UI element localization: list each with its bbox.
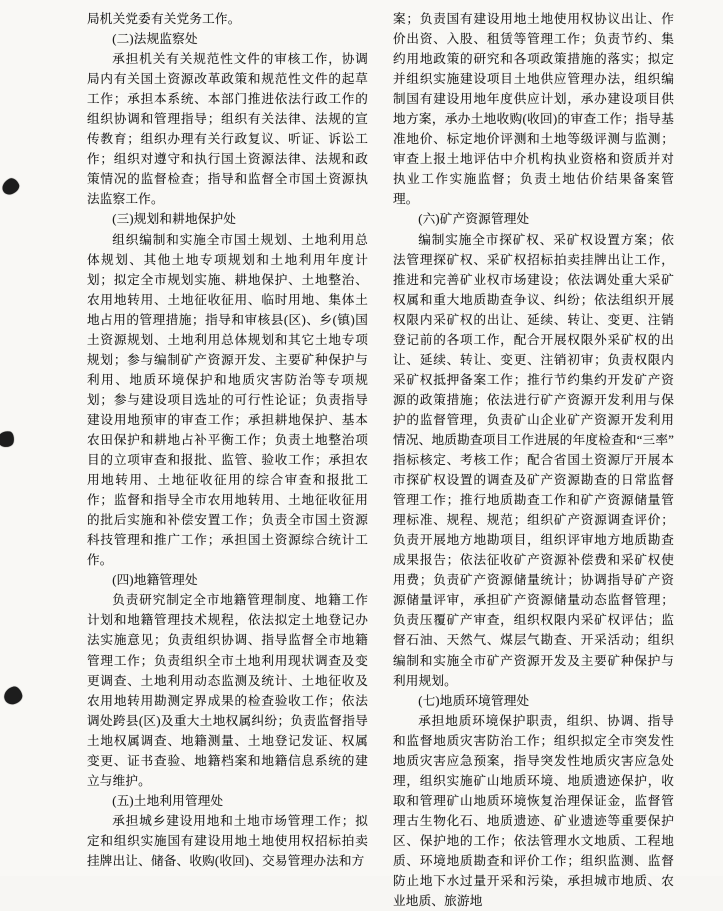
body-paragraph: 编制实施全市探矿权、采矿权设置方案；依法管理探矿权、采矿权招标拍卖挂牌出让工作，推进和完善矿业权市场建设；依法调处重大采矿权属和重大地质勘查争议、纠纷；依法组织开展权限内采矿权的出让、延续、转让、变更、注销登记前的各项工作，配合开展权限外采矿权的出让、延续、转让、变更、注销初审；负责权限内采矿权抵押备案工作；推行节约集约开发矿产资源的政策措施；依法进行矿产资源开发利用与保护的监督管理，负责矿山企业矿产资源开发利用情况、地质勘查项目工作进展的年度检查和“三率”指标核定、考核工作；配合省国土资源厅开展本市探矿权设置的调查及矿产资源勘查的日常监督管理工作；推行地质勘查工作和矿产资源储量管理标准、规程、规范；组织矿产资源调查评价；负责开展地方地勘项目，组织评审地方地质勘查成果报告；依法征收矿产资源补偿费和采矿权使用费；负责矿产资源储量统计；协调指导矿产资源储量评审，承担矿产资源储量动态监督管理；负责压覆矿产审查，组织权限内采矿权评估；监督石油、天然气、煤层气勘查、开采活动；组织编制和实施全市矿产资源开发及主要矿种保护与利用规划。 bbox=[393, 232, 674, 688]
ink-smudge bbox=[2, 685, 24, 706]
body-paragraph: 案；负责国有建设用地土地使用权协议出让、作价出资、入股、租赁等管理工作；负责节约、集约用地政策的研究和各项政策措施的落实；拟定并组织实施建设项目土地供应管理办法，组织编制国有建设用地年度供应计划，承办建设项目供地方案，承办土地收购(收回)的审查工作；指导基准地价、标定地价评测和土地等级评测与监测；审查上报土地评估中介机构执业资格和资质并对执业工作实施监督；负责土地估价结果备案管理。 bbox=[393, 12, 674, 207]
body-paragraph: 负责研究制定全市地籍管理制度、地籍工作计划和地籍管理技术规程，依法拟定土地登记办法实施意见；负责组织协调、指导监督全市地籍管理工作；负责组织全市土地利用现状调查及变更调查、土地利用动态监测及统计、土地征收及农用地转用勘测定界成果的检查验收工作；依法调处跨县(区)及重大土地权属纠纷；负责监督指导土地权属调查、地籍测量、土地登记发证、权属变更、证书查验、地籍档案和地籍信息系统的建立与维护。 bbox=[87, 593, 368, 788]
left-column bbox=[87, 9, 368, 911]
section-heading: (三)规划和耕地保护处 bbox=[112, 212, 237, 227]
body-paragraph: 局机关党委有关党务工作。 bbox=[87, 12, 241, 26]
body-paragraph: 组织编制和实施全市国土规划、土地利用总体规划、其他土地专项规划和土地利用年度计划；拟定全市规划实施、耕地保护、土地整治、农用地转用、土地征收征用、临时用地、集体土地占用的管理措施；指导和审核县(区)、乡(镇)国土资源规划、土地利用总体规划和其它土地专项规划；参与编制矿产资源开发、主要矿种保护与利用、地质环境保护和地质灾害防治等专项规划；参与建设项目选址的可行性论证；负责指导建设用地预审的审查工作；承担耕地保护、基本农田保护和耕地占补平衡工作；负责土地整治项目的立项审查和报批、监管、验收工作；承担农用地转用、土地征收征用的综合审查和报批工作；监督和指导全市农用地转用、土地征收征用的批后实施和补偿安置工作；负责全市国土资源科技管理和推广工作；承担国土资源综合统计工作。 bbox=[87, 232, 368, 568]
ink-smudge bbox=[0, 430, 15, 449]
body-paragraph: 承担机关有关规范性文件的审核工作，协调局内有关国土资源改革政策和规范性文件的起草工作；承担本系统、本部门推进依法行政工作的组织协调和管理指导；组织有关法律、法规的宣传教育；组织办理有关行政复议、听证、诉讼工作；组织对遵守和执行国土资源法律、法规和政策情况的监督检查；指导和监督全市国土资源执法监察工作。 bbox=[87, 52, 368, 207]
body-paragraph: 承担地质环境保护职责，组织、协调、指导和监督地质灾害防治工作；组织拟定全市突发性地质灾害应急预案，指导突发性地质灾害应急处理，组织实施矿山地质环境、地质遗迹保护，收取和管理矿山地质环境恢复治理保证金，监督管理古生物化石、地质遗迹、矿业遗迹等重要保护区、保护地的工作；依法管理水文地质、工程地质、环境地质勘查和评价工作；组织监测、监督防止地下水过量开采和污染，承担城市地质、农业地质、旅游地 bbox=[393, 713, 674, 909]
right-column bbox=[393, 9, 674, 911]
ink-smudge bbox=[0, 176, 21, 197]
section-heading: (七)地质环境管理处 bbox=[418, 693, 530, 708]
section-heading: (四)地籍管理处 bbox=[112, 573, 198, 588]
section-heading: (五)土地利用管理处 bbox=[112, 793, 224, 808]
section-heading: (六)矿产资源管理处 bbox=[418, 212, 530, 227]
body-paragraph: 承担城乡建设用地和土地市场管理工作；拟定和组织实施国有建设用地土地使用权招标拍卖挂牌出让、储备、收购(收回)、交易管理办法和方 bbox=[87, 813, 368, 868]
text-columns bbox=[87, 9, 674, 911]
section-heading: (二)法规监察处 bbox=[112, 32, 198, 47]
